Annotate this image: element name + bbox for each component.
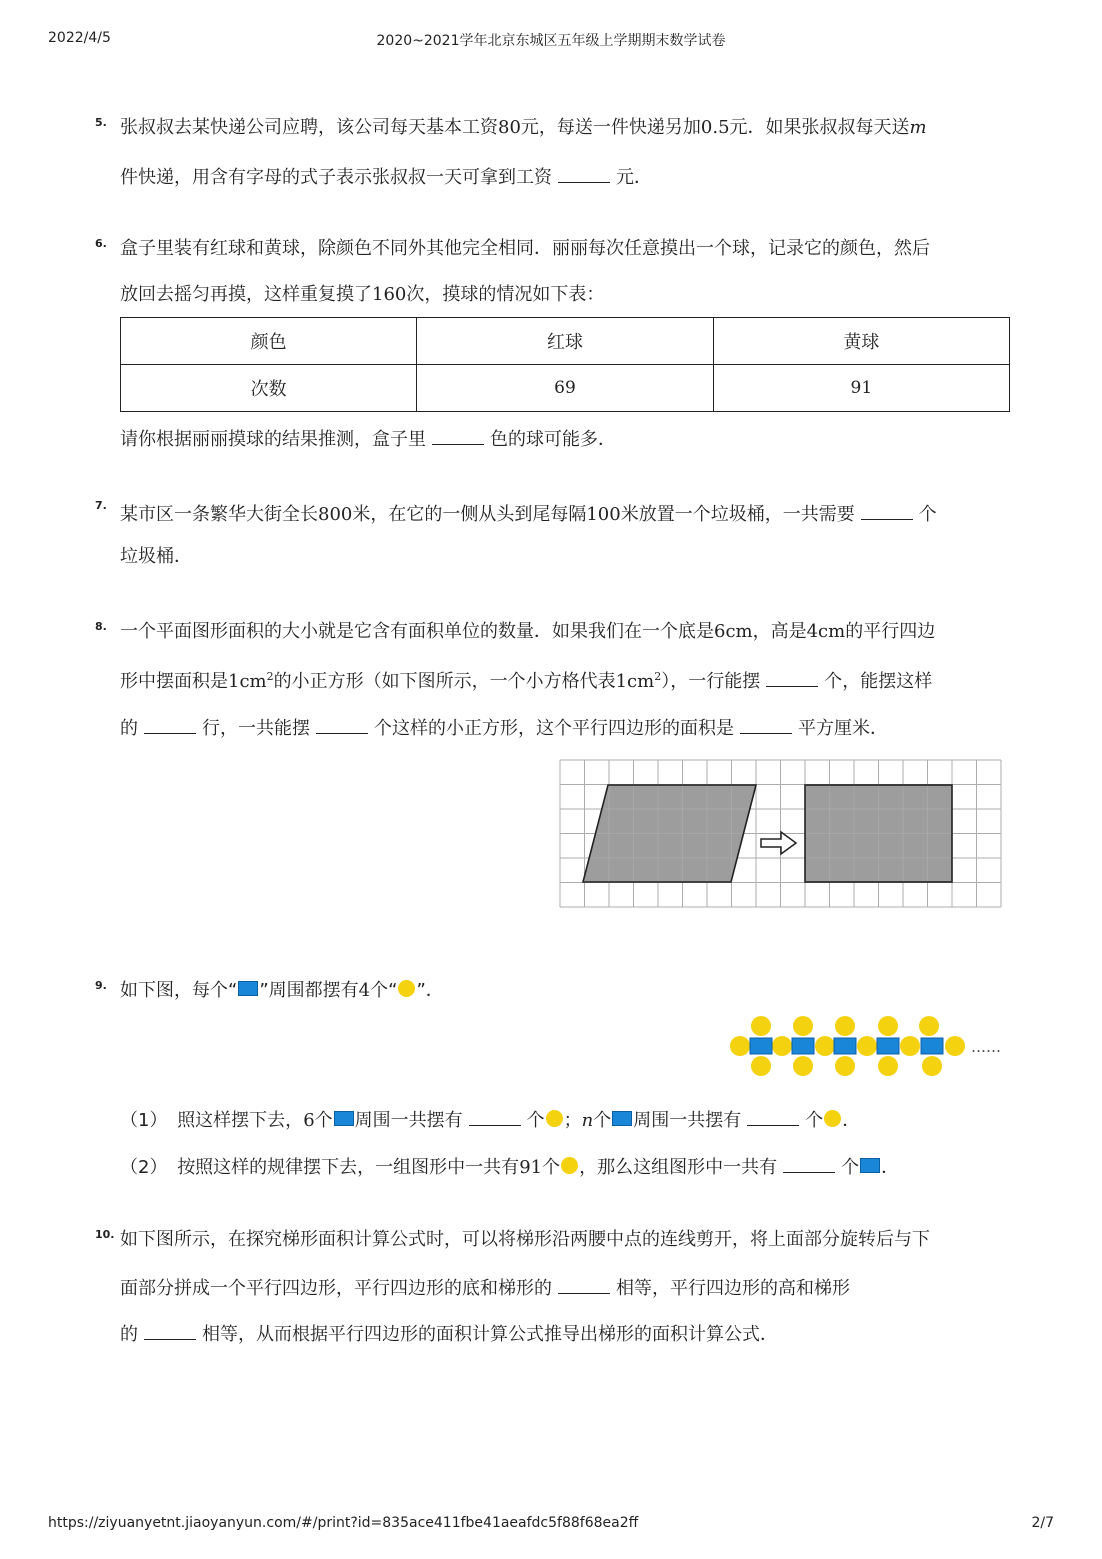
part-label: （1） [120,1110,168,1131]
q5-text: 元． [616,167,652,188]
yellow-circle [878,1016,898,1036]
q10-line-3 [120,1319,778,1347]
q5-text: 元．如果张叔叔每天送 [729,117,910,138]
q9-line-1 [120,979,444,1003]
q8-unit: 1cm [228,671,267,692]
q8-height: 4cm [806,621,846,642]
q8-text: 行，一共能摆 [202,718,310,739]
answer-blank[interactable] [783,1152,835,1173]
q6-text: 请你根据丽丽摸球的结果推测，盒子里 [120,429,426,450]
q9-text: ，那么这组图形中一共有 [579,1157,778,1178]
table-header-cell: 红球 [417,318,713,365]
q5-text: 元，每送一件快递另加 [520,117,701,138]
q9-text: 个“ [370,980,398,1001]
question-number-8: 8. [95,620,107,633]
q9-text: ”周围都摆有 [259,980,359,1001]
q6-text: 放回去摇匀再摸，这样重复摸了 [120,284,372,305]
q9-text: ． [842,1110,861,1131]
print-date: 2022/4/5 [48,30,111,46]
q6-line-3 [120,424,616,452]
blue-square-icon [238,981,258,996]
q8-unit: 1cm [615,671,655,692]
blue-square [834,1038,856,1054]
q6-line-1: 盒子里装有红球和黄球，除颜色不同外其他完全相同．丽丽每次任意摸出一个球，记录它的颜色，然后 [120,238,930,259]
table-cell: 91 [713,365,1009,412]
q9-text: 周围一共摆有 [354,1110,463,1131]
q9-text: 个 [805,1110,824,1131]
q8-text: 个，能摆这样 [824,671,933,692]
q10-text: 面部分拼成一个平行四边形，平行四边形的底和梯形的 [120,1278,552,1299]
draw-results-table [120,317,1010,412]
q9-four: 4 [358,980,371,1001]
yellow-circle [900,1036,920,1056]
table-cell: 69 [417,365,713,412]
yellow-circle-icon [398,980,415,997]
blue-square [750,1038,772,1054]
q8-text: 个这样的小正方形，这个平行四边形的面积是 [374,718,734,739]
parallelogram-grid-figure [559,759,1005,909]
yellow-circle [919,1016,939,1036]
blue-square [921,1038,943,1054]
q5-text: 件快递，用含有字母的式子表示张叔叔一天可拿到工资 [120,167,552,188]
page-number: 2/7 [1031,1515,1054,1531]
q8-base: 6cm [714,621,753,642]
q7-text: 个 [918,504,937,525]
q7-text: 米，在它的一侧从头到尾每隔 [352,504,587,525]
answer-blank[interactable] [766,666,818,687]
yellow-circle [835,1016,855,1036]
answer-blank[interactable] [747,1105,799,1126]
yellow-circle [793,1056,813,1076]
q8-line-2 [120,666,932,694]
ellipsis: …… [971,1038,1001,1056]
q9-text: 如下图，每个“ [120,980,238,1001]
yellow-circle [793,1016,813,1036]
yellow-circle [751,1016,771,1036]
print-url: https://ziyuanyetnt.jiaoyanyun.com/#/print?id=835ace411fbe41aeafdc5f88f68ea2ff [48,1515,639,1531]
table-row [121,365,1010,412]
q9-six: 6 [303,1110,315,1131]
q8-line-3 [120,713,888,741]
yellow-circle-icon [824,1110,841,1127]
q8-text: 的平行四边 [845,621,936,642]
q5-text: 张叔叔去某快递公司应聘，该公司每天基本工资 [120,117,498,138]
q7-line-2: 垃圾桶． [120,546,192,567]
q7-interval: 100 [586,504,621,525]
q8-text: 的小正方形（如下图所示，一个小方格代表 [273,671,616,692]
yellow-circle [835,1056,855,1076]
answer-blank[interactable] [316,713,368,734]
blue-square [792,1038,814,1054]
q7-line-1 [120,499,937,527]
table-header-cell: 黄球 [713,318,1009,365]
answer-blank[interactable] [558,1273,610,1294]
q5-base-wage: 80 [498,117,521,138]
page-title: 2020~2021学年北京东城区五年级上学期期末数学试卷 [376,33,726,49]
q9-variable-n: n [581,1110,594,1131]
blue-square-icon [860,1158,880,1173]
q8-text: 一个平面图形面积的大小就是它含有面积单位的数量．如果我们在一个底是 [120,621,714,642]
question-number-7: 7. [95,499,107,512]
q5-variable: m [909,117,927,138]
q8-line-1 [120,620,935,644]
yellow-circle [878,1056,898,1076]
answer-blank[interactable] [469,1105,521,1126]
q10-text: 相等，平行四边形的高和梯形 [616,1278,850,1299]
blue-square-icon [334,1111,354,1126]
q6-text: 次，摸球的情况如下表： [406,284,605,305]
q7-text: 米放置一个垃圾桶，一共需要 [620,504,855,525]
q9-text: ； [563,1110,582,1131]
q9-part-1 [120,1105,860,1133]
question-number-5: 5. [95,116,107,129]
q9-text: 个 [314,1110,333,1131]
q9-text: 周围一共摆有 [633,1110,742,1131]
q8-text: 的 [120,718,138,739]
q5-extra-pay: 0.5 [700,117,730,138]
yellow-circle-icon [561,1157,578,1174]
q9-text: 个 [542,1157,561,1178]
q9-part-2 [120,1152,899,1180]
yellow-circle [730,1036,750,1056]
q9-text: 个 [593,1110,612,1131]
table-header-cell: 颜色 [121,318,417,365]
answer-blank[interactable] [861,499,913,520]
answer-blank[interactable] [144,1319,196,1340]
q9-text: 个 [526,1110,545,1131]
q10-line-1: 如下图所示，在探究梯形面积计算公式时，可以将梯形沿两腰中点的连线剪开，将上面部分旋转后与下 [120,1229,930,1250]
yellow-circle [751,1056,771,1076]
q10-text: 相等，从而根据平行四边形的面积计算公式推导出梯形的面积计算公式． [202,1324,778,1345]
q7-text: 某市区一条繁华大街全长 [120,504,318,525]
yellow-circle [772,1036,792,1056]
q8-text: ），一行能摆 [661,671,761,692]
blue-square-icon [612,1111,632,1126]
q6-total: 160 [372,284,407,305]
q6-text: 色的球可能多． [490,429,616,450]
yellow-circle [922,1056,942,1076]
q6-line-2 [120,283,604,307]
q7-length: 800 [318,504,353,525]
q10-text: 的 [120,1324,138,1345]
q9-text: 照这样摆下去， [177,1110,304,1131]
part-label: （2） [120,1157,168,1178]
question-number-6: 6. [95,237,107,250]
answer-blank[interactable] [740,713,792,734]
question-number-9: 9. [95,979,107,992]
q8-text: 形中摆面积是 [120,671,228,692]
table-row [121,318,1010,365]
q9-text: ． [881,1157,900,1178]
q9-text: 按照这样的规律摆下去，一组图形中一共有 [177,1157,520,1178]
blue-square [877,1038,899,1054]
yellow-circle [945,1036,965,1056]
square-circle-pattern-figure [728,1014,1018,1080]
table-row-label: 次数 [121,365,417,412]
answer-blank[interactable] [558,162,610,183]
yellow-circle [815,1036,835,1056]
q5-line-2 [120,162,652,190]
yellow-circle-icon [546,1110,563,1127]
question-number-10: 10. [95,1228,115,1241]
q9-text: 个 [841,1157,860,1178]
answer-blank[interactable] [144,713,196,734]
q5-line-1 [120,116,927,140]
q9-text: ”． [416,980,444,1001]
yellow-circle [857,1036,877,1056]
answer-blank[interactable] [432,424,484,445]
q9-ninety-one: 91 [519,1157,543,1178]
q8-unit-exponent: 2 [654,670,662,683]
q10-line-2 [120,1273,850,1301]
q8-text: ，高是 [752,621,807,642]
q8-unit-exponent: 2 [266,670,274,683]
q8-text: 平方厘米． [798,718,888,739]
